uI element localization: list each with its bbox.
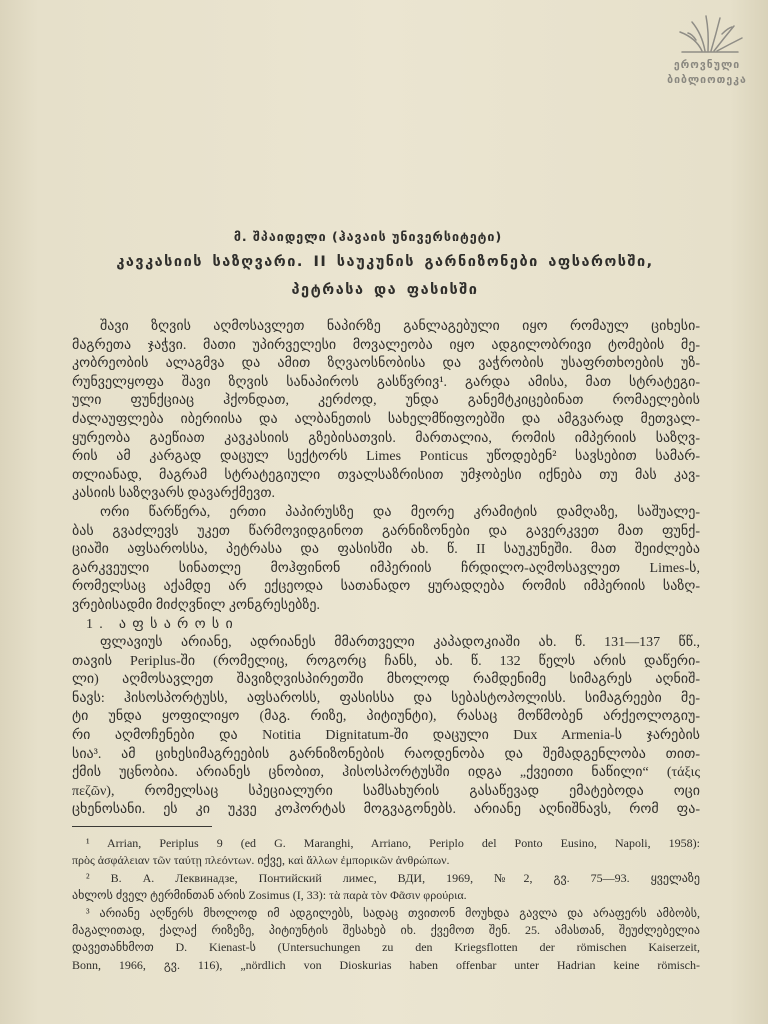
text-line: ნავს: ჰისოსპორტუსს, აფსაროსს, ფასისსა და სებასტოპოლისს. სიმაგრეები მე- — [72, 690, 700, 706]
library-stamp-logo — [652, 6, 762, 90]
text-line: ფლავიუს არიანე, ადრიანეს მმართველი კაპადოკიაში ახ. წ. 131—137 წწ., — [100, 635, 700, 651]
footnote-separator — [72, 826, 212, 827]
article-body — [72, 318, 700, 820]
text-line: ული ფუნქციაც ჰქონდათ, კერძოდ, უნდა განემტკიცებინათ რომაელების — [72, 393, 700, 409]
article-author: მ. შპაიდელი (ჰავაის უნივერსიტეტი) — [233, 229, 503, 244]
text-line: ბას გვაძლევს უკეთ წარმოვიდგინოთ გარნიზონები და გავერკვეთ მათ ფუნქ- — [72, 523, 700, 539]
text-line: სია³. ამ ციხესიმაგრეების გარნიზონების რაოდენობა და შემადგენლობა თით- — [72, 746, 700, 762]
paragraph-1 — [72, 318, 700, 504]
text-line: რომელსაც აქამდე არ ექცეოდა სათანადო ყურადღება რომის იმპერიის საზღ- — [72, 579, 700, 595]
footnote-line: ² В. А. Леквинадзе, Понтийский лимес, ВДИ, 1969, №2, გვ. 75—93. ყველაზე — [86, 870, 700, 885]
footnote-line: მაგალითად, ქალაქ რიზეზე, პიტიუნტის შესახებ იხ. ქვემოთ შენ. 25. ამასთან, შეუძლებელია — [72, 922, 700, 937]
text-line: რუნველყოფა შავი ზღვის სანაპიროს გასწვრივ¹. გარდა ამისა, მათ სტრატეგი- — [72, 374, 700, 390]
footnotes — [72, 835, 700, 974]
text-line: თლიანად, მაგრამ სტრატეგიული თვალსაზრისით უმჯობესი იქნება თუ მას კავ- — [72, 467, 700, 483]
text-line: რი აღმოჩენები და Notitia Dignitatum-ში დაცული Dux Armenia-ს ჯარების — [72, 728, 700, 744]
text-line: ცხენოსანი. ეს კი უკვე კოჰორტას მოგვაგონებს. არიანე აღნიშნავს, რომ ფა- — [72, 802, 700, 818]
footnote-3 — [72, 905, 700, 975]
stamp-text-line-1: ეროვნული — [673, 59, 741, 71]
text-line: πεζῶν), რომელსაც სპეციალური სამსახურის გასაწევად ემატებოდა ოცი — [72, 783, 700, 799]
text-line: კობრეობის ალაგმვა და ამით ზღვაოსნობისა და ვაჭრობის უსაფრთხოების უზ- — [72, 356, 700, 372]
footnote-line: ³ არიანე აღწერს მხოლოდ იმ ადგილებს, სადაც თვითონ მოუხდა გავლა და არაფერს ამბობს, — [86, 905, 700, 920]
text-line: ტი უნდა ყოფილიყო (მაგ. რიზე, პიტიუნტი), რასაც მოწმობენ არქეოლოგიუ- — [72, 709, 700, 725]
paragraph-3 — [72, 634, 700, 820]
text-line: გარკვეული სინათლე მოჰფინონ იმპერიის ჩრდილო-აღმოსავლეთ Limes-ს, — [72, 560, 700, 576]
section-heading — [72, 616, 700, 635]
text-line: ყურეობა გაეწიათ კავკასიის გზებისათვის. მართალია, რომის იმპერიის საზღვ- — [72, 430, 700, 446]
text-line: ორი წარწერა, ერთი პაპირუსზე და მეორე კრამიტის დამღაზე, საშუალე- — [100, 504, 700, 520]
text-line: ძალაუფლება იბერიისა და ალბანეთის სახელმწიფოებში და ამგვარად მეთვალ- — [72, 411, 700, 427]
wheat-emblem-icon — [680, 16, 742, 52]
text-line: თავის Periplus-ში (რომელიც, როგორც ჩანს, ახ. წ. 132 წელს არის დაწერი- — [72, 653, 700, 669]
footnote-line: Bonn, 1966, გვ. 116), „nördlich von Dioskurias haben offenbar unter Hadrian keine römisch- — [72, 957, 700, 972]
footnote-2 — [72, 870, 700, 905]
text-line: რის ამ კარგად დაცულ სექტორს Limes Ponticus უწოდებენ² სავსებით სამარ- — [72, 449, 700, 465]
stamp-text-line-2: ბიბლიოთეკა — [667, 74, 747, 86]
text-line: ქმის უცნობია. არიანეს ცნობით, ჰისოსპორტუსში იდგა „ქვეითი ნაწილი“ (τάξις — [72, 765, 700, 781]
text-line: მაგრეთა ჯაჭვი. მათი უპირველესი მოვალეობა იყო ადგილობრივი ტომების მე- — [72, 337, 700, 353]
article-title-line-1: კავკასიის საზღვარი. II საუკუნის გარნიზონები აფსაროსში, — [116, 254, 654, 270]
footnote-1 — [72, 835, 700, 870]
section-heading-text: 1. აფსაროსი — [86, 616, 240, 632]
paragraph-2 — [72, 504, 700, 616]
text-line: ვრებისადმი მიძღვნილ კონგრესებზე. — [72, 597, 321, 613]
text-line: შავი ზღვის აღმოსავლეთ ნაპირზე განლაგებული იყო რომაულ ციხესი- — [100, 319, 700, 334]
footnote-line: πρὸς ἀσφάλειαν τῶν ταύτῃ πλεόντων. იქვე, καὶ ἄλλων ἐμπορικῶν ἀνθρώπων. — [72, 853, 450, 868]
footnote-line: ახლოს ძველ ტერმინთან არის Zosimus (I, 33): τὰ παρὰ τὸν Φᾶσιν φρούρια. — [72, 888, 467, 903]
text-line: ციაში აფსაროსსა, პეტრასა და ფასისში ახ. წ. II საუკუნეში. მათ შეიძლება — [72, 542, 700, 558]
footnote-line: ¹ Arrian, Periplus 9 (ed G. Maranghi, Arriano, Periplo del Ponto Eusino, Napoli, 1958): — [86, 836, 700, 850]
text-line: კასიის საზღვარს დავარქმევთ. — [72, 486, 276, 502]
footnote-line: დავეთანხმოთ D. Kienast-ს (Untersuchungen zu den Kriegsflotten der römischen Kaiserzeit, — [72, 940, 700, 955]
text-line: ლი) აღმოსავლეთ შავიზღვისპირეთში მხოლოდ რამდენიმე სიმაგრეს აღნიშ- — [72, 672, 700, 688]
article-title-line-2: პეტრასა და ფასისში — [291, 282, 479, 298]
